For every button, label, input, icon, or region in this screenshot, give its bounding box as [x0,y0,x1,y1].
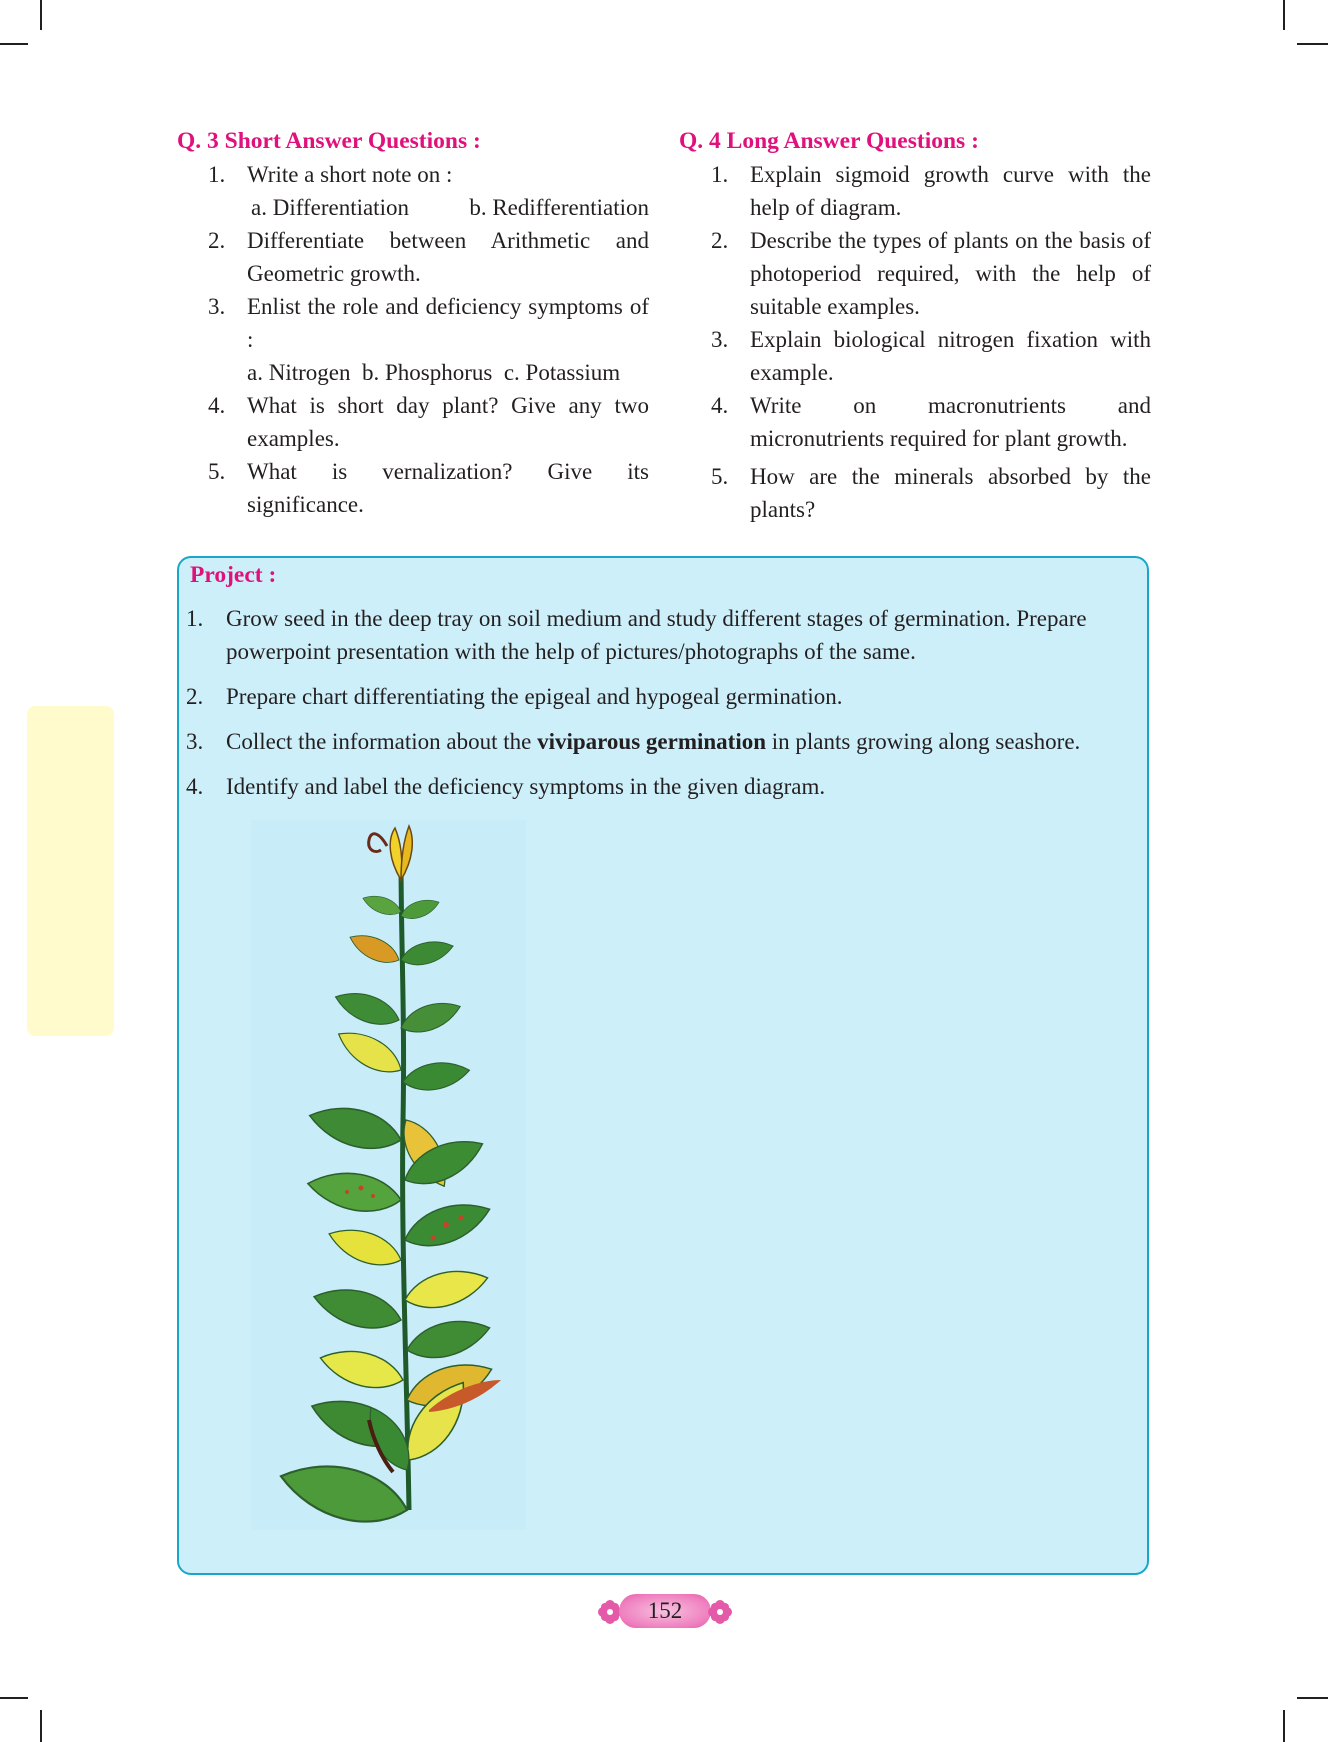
crop-mark [0,1697,28,1699]
question-text: Explain sigmoid growth curve with the help of diagram. [750,162,1151,220]
question-number: 1. [711,162,729,187]
question-item [177,455,649,521]
question-number: 5. [711,464,729,489]
project-number: 2. [186,684,204,709]
question-text: Enlist the role and deficiency symptoms of : [247,294,649,352]
crop-mark [40,1710,42,1742]
project-number: 1. [186,606,204,631]
project-text-part: in plants growing along seashore. [766,729,1081,754]
question-text: What is short day plant? Give any two examples. [247,393,649,451]
question-item [679,224,1151,323]
project-text [226,725,1145,758]
question-text: Write on macronutrients and micronutrients required for plant growth. [750,393,1151,451]
section-heading: Q. 4 Long Answer Questions : [679,128,979,154]
question-item [177,158,649,191]
question-text: How are the minerals absorbed by the plants? [750,464,1151,522]
question-number: 5. [208,459,226,484]
question-number: 4. [208,393,226,418]
crop-mark [1283,1710,1285,1742]
question-item [177,389,649,455]
question-item [177,224,649,290]
project-number: 3. [186,729,204,754]
short-answer-section [177,126,649,521]
sub-option: a. Differentiation [251,195,409,220]
question-item [679,389,1151,455]
page-number-badge [595,1591,735,1631]
project-text-bold: viviparous germination [537,729,767,754]
question-text: What is vernalization? Give its significance. [247,459,649,517]
project-item [179,770,1145,803]
question-item [177,290,649,356]
question-sub-options [177,191,649,224]
section-heading: Q. 3 Short Answer Questions : [177,128,481,154]
project-text: Grow seed in the deep tray on soil medium and study different stages of germination. Prepare powerpoint presentation with the help of pictures/photographs of the same. [226,606,1087,664]
project-text: Identify and label the deficiency symptoms in the given diagram. [226,774,826,799]
page-number: 152 [647,1598,683,1623]
question-text: Write a short note on : [247,162,453,187]
crop-mark [40,0,42,30]
crop-mark [1297,1697,1328,1699]
project-box [177,556,1149,1575]
crop-mark [1283,0,1285,30]
question-sub-options [177,356,649,389]
project-text: Prepare chart differentiating the epigeal and hypogeal germination. [226,684,843,709]
question-text: Describe the types of plants on the basis of photoperiod required, with the help of suitable examples. [750,228,1151,319]
side-tab [27,706,114,1036]
question-number: 4. [711,393,729,418]
project-item [179,602,1145,668]
project-item [179,680,1145,713]
sub-option: a. Nitrogen b. Phosphorus c. Potassium [247,360,621,385]
crop-mark [0,43,28,45]
question-text: Differentiate between Arithmetic and Geometric growth. [247,228,649,286]
question-number: 3. [208,294,226,319]
flower-ornament-icon [705,1597,735,1627]
project-list [179,602,1145,815]
question-number: 1. [208,162,226,187]
sub-option: b. Redifferentiation [469,195,649,220]
project-item [179,725,1145,758]
question-text: Explain biological nitrogen fixation with example. [750,327,1151,385]
crop-mark [1297,43,1328,45]
question-number: 3. [711,327,729,352]
question-item [679,323,1151,389]
project-text-part: Collect the information about the [226,729,538,754]
plant-deficiency-diagram [251,820,526,1530]
question-item [679,158,1151,224]
long-answer-section [679,126,1151,526]
question-number: 2. [711,228,729,253]
question-number: 2. [208,228,226,253]
question-item [679,460,1151,526]
project-number: 4. [186,774,204,799]
project-heading: Project : [190,562,277,588]
